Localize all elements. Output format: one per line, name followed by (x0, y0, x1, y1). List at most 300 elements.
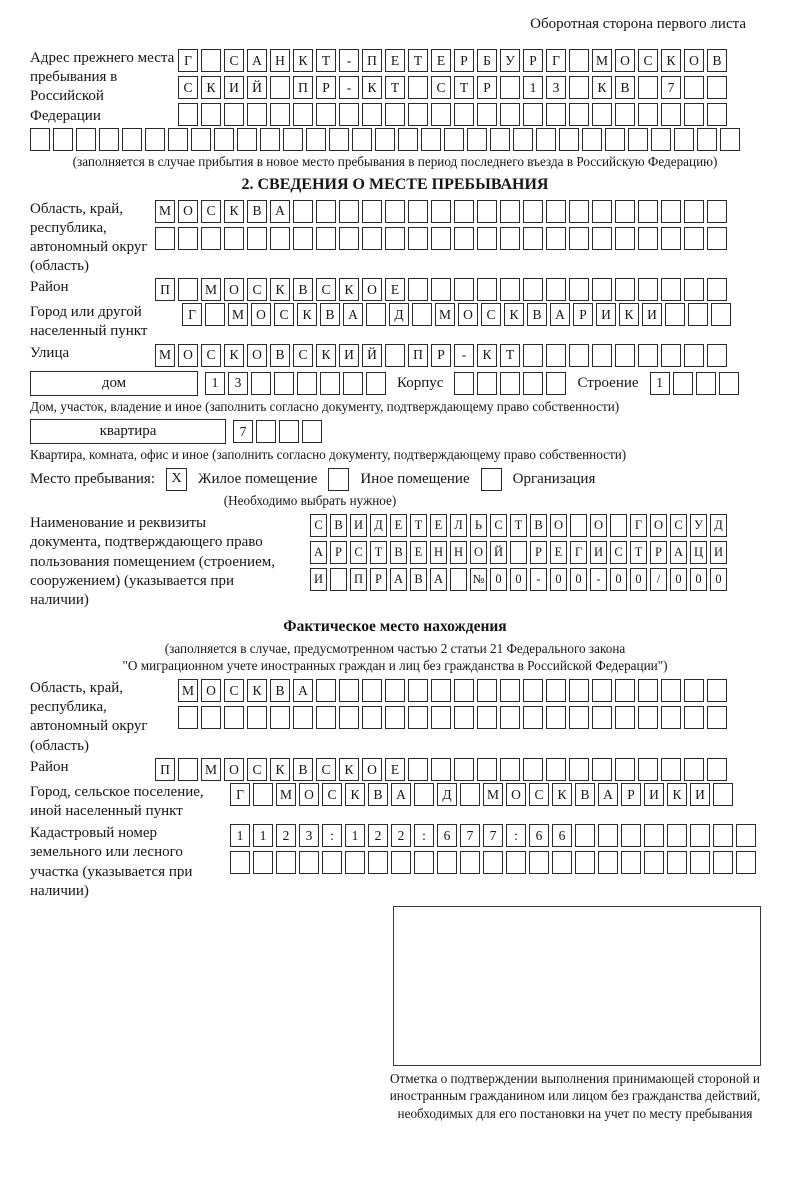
char-box[interactable] (500, 758, 520, 781)
char-box[interactable]: 0 (510, 568, 527, 591)
char-box[interactable]: С (638, 49, 658, 72)
char-box[interactable] (362, 103, 382, 126)
char-box[interactable] (339, 103, 359, 126)
char-box[interactable] (707, 758, 727, 781)
char-box[interactable] (477, 103, 497, 126)
char-box[interactable] (665, 303, 685, 326)
char-box[interactable] (421, 128, 441, 151)
char-box[interactable] (320, 372, 340, 395)
char-box[interactable] (575, 824, 595, 847)
char-box[interactable] (178, 758, 198, 781)
char-box[interactable] (713, 783, 733, 806)
char-box[interactable] (316, 706, 336, 729)
char-box[interactable] (621, 851, 641, 874)
char-box[interactable]: 2 (368, 824, 388, 847)
char-box[interactable]: Д (370, 514, 387, 537)
char-box[interactable] (302, 420, 322, 443)
char-box[interactable] (546, 706, 566, 729)
char-box[interactable] (684, 679, 704, 702)
char-box[interactable]: Т (630, 541, 647, 564)
char-box[interactable] (615, 679, 635, 702)
char-box[interactable]: Е (430, 514, 447, 537)
char-box[interactable] (237, 128, 257, 151)
char-box[interactable]: Е (410, 541, 427, 564)
char-box[interactable] (408, 758, 428, 781)
char-box[interactable]: 0 (710, 568, 727, 591)
char-box[interactable]: 7 (483, 824, 503, 847)
char-box[interactable]: С (670, 514, 687, 537)
char-box[interactable] (615, 103, 635, 126)
char-box[interactable] (385, 103, 405, 126)
char-box[interactable] (201, 49, 221, 72)
char-box[interactable]: Е (431, 49, 451, 72)
char-box[interactable] (569, 103, 589, 126)
char-box[interactable] (454, 227, 474, 250)
char-box[interactable] (707, 706, 727, 729)
char-box[interactable] (297, 372, 317, 395)
char-box[interactable] (385, 344, 405, 367)
char-box[interactable] (615, 227, 635, 250)
char-box[interactable]: О (590, 514, 607, 537)
char-box[interactable]: Т (510, 514, 527, 537)
char-box[interactable] (339, 227, 359, 250)
char-box[interactable]: 0 (490, 568, 507, 591)
char-box[interactable] (299, 851, 319, 874)
char-box[interactable] (592, 103, 612, 126)
char-box[interactable] (256, 420, 276, 443)
char-box[interactable] (30, 128, 50, 151)
char-box[interactable]: Е (385, 758, 405, 781)
char-box[interactable] (339, 679, 359, 702)
char-box[interactable] (546, 344, 566, 367)
char-box[interactable] (270, 706, 290, 729)
char-box[interactable]: - (339, 76, 359, 99)
char-box[interactable]: Г (630, 514, 647, 537)
char-box[interactable] (483, 851, 503, 874)
char-box[interactable]: И (339, 344, 359, 367)
char-box[interactable] (306, 128, 326, 151)
char-box[interactable]: М (228, 303, 248, 326)
char-box[interactable]: К (247, 679, 267, 702)
char-box[interactable]: А (598, 783, 618, 806)
char-box[interactable]: К (224, 200, 244, 223)
char-box[interactable]: О (470, 541, 487, 564)
char-box[interactable]: О (201, 679, 221, 702)
char-box[interactable] (713, 851, 733, 874)
char-box[interactable]: М (178, 679, 198, 702)
char-box[interactable] (477, 278, 497, 301)
char-box[interactable] (385, 679, 405, 702)
char-box[interactable] (385, 706, 405, 729)
char-box[interactable]: 0 (630, 568, 647, 591)
apartment-type-box[interactable]: квартира (30, 419, 226, 444)
char-box[interactable] (408, 103, 428, 126)
char-box[interactable] (477, 679, 497, 702)
char-box[interactable]: Й (362, 344, 382, 367)
char-box[interactable] (674, 128, 694, 151)
char-box[interactable] (155, 227, 175, 250)
char-box[interactable]: 7 (233, 420, 253, 443)
char-box[interactable]: А (247, 49, 267, 72)
char-box[interactable]: - (530, 568, 547, 591)
char-box[interactable]: Р (316, 76, 336, 99)
char-box[interactable] (385, 200, 405, 223)
char-box[interactable]: Р (330, 541, 347, 564)
char-box[interactable]: К (201, 76, 221, 99)
char-box[interactable] (454, 679, 474, 702)
char-box[interactable] (559, 128, 579, 151)
char-box[interactable] (713, 824, 733, 847)
char-box[interactable] (345, 851, 365, 874)
char-box[interactable] (408, 76, 428, 99)
char-box[interactable]: Д (389, 303, 409, 326)
char-box[interactable]: Т (500, 344, 520, 367)
char-box[interactable] (339, 706, 359, 729)
char-box[interactable] (621, 824, 641, 847)
char-box[interactable] (99, 128, 119, 151)
char-box[interactable] (279, 420, 299, 443)
char-box[interactable]: Р (650, 541, 667, 564)
char-box[interactable] (53, 128, 73, 151)
char-box[interactable]: Л (450, 514, 467, 537)
char-box[interactable]: К (667, 783, 687, 806)
char-box[interactable]: К (293, 49, 313, 72)
char-box[interactable] (523, 372, 543, 395)
char-box[interactable] (253, 851, 273, 874)
char-box[interactable] (684, 278, 704, 301)
char-box[interactable] (431, 103, 451, 126)
char-box[interactable] (598, 851, 618, 874)
char-box[interactable]: И (310, 568, 327, 591)
char-box[interactable]: С (201, 344, 221, 367)
char-box[interactable] (477, 758, 497, 781)
char-box[interactable]: К (477, 344, 497, 367)
char-box[interactable]: У (690, 514, 707, 537)
char-box[interactable] (592, 344, 612, 367)
char-box[interactable] (408, 200, 428, 223)
char-box[interactable] (201, 103, 221, 126)
char-box[interactable]: А (293, 679, 313, 702)
char-box[interactable] (523, 227, 543, 250)
char-box[interactable]: М (201, 758, 221, 781)
char-box[interactable] (615, 706, 635, 729)
char-box[interactable] (343, 372, 363, 395)
char-box[interactable]: А (550, 303, 570, 326)
char-box[interactable] (214, 128, 234, 151)
char-box[interactable] (638, 76, 658, 99)
char-box[interactable]: В (368, 783, 388, 806)
char-box[interactable]: П (155, 758, 175, 781)
char-box[interactable] (431, 278, 451, 301)
char-box[interactable]: Ь (470, 514, 487, 537)
char-box[interactable] (500, 679, 520, 702)
char-box[interactable]: М (276, 783, 296, 806)
char-box[interactable] (638, 706, 658, 729)
char-box[interactable]: Г (546, 49, 566, 72)
char-box[interactable]: В (270, 344, 290, 367)
char-box[interactable] (569, 344, 589, 367)
char-box[interactable] (638, 200, 658, 223)
char-box[interactable]: Е (550, 541, 567, 564)
char-box[interactable]: Е (385, 278, 405, 301)
char-box[interactable]: С (201, 200, 221, 223)
char-box[interactable]: Й (247, 76, 267, 99)
char-box[interactable] (454, 706, 474, 729)
char-box[interactable] (736, 824, 756, 847)
char-box[interactable]: К (224, 344, 244, 367)
char-box[interactable]: В (530, 514, 547, 537)
char-box[interactable] (500, 76, 520, 99)
char-box[interactable] (506, 851, 526, 874)
char-box[interactable]: : (322, 824, 342, 847)
char-box[interactable] (477, 706, 497, 729)
char-box[interactable] (362, 227, 382, 250)
char-box[interactable]: В (330, 514, 347, 537)
char-box[interactable]: О (362, 758, 382, 781)
char-box[interactable] (366, 303, 386, 326)
char-box[interactable] (352, 128, 372, 151)
char-box[interactable] (431, 706, 451, 729)
char-box[interactable] (391, 851, 411, 874)
char-box[interactable]: У (500, 49, 520, 72)
char-box[interactable] (76, 128, 96, 151)
char-box[interactable] (316, 200, 336, 223)
char-box[interactable] (477, 227, 497, 250)
char-box[interactable]: О (684, 49, 704, 72)
char-box[interactable] (276, 851, 296, 874)
char-box[interactable] (569, 200, 589, 223)
char-box[interactable]: О (251, 303, 271, 326)
char-box[interactable]: С (224, 49, 244, 72)
char-box[interactable]: К (339, 278, 359, 301)
char-box[interactable] (569, 706, 589, 729)
char-box[interactable] (707, 103, 727, 126)
char-box[interactable]: Р (370, 568, 387, 591)
char-box[interactable] (362, 200, 382, 223)
char-box[interactable]: В (615, 76, 635, 99)
char-box[interactable]: : (414, 824, 434, 847)
char-box[interactable]: А (270, 200, 290, 223)
char-box[interactable]: Р (573, 303, 593, 326)
char-box[interactable]: Е (385, 49, 405, 72)
char-box[interactable] (546, 278, 566, 301)
char-box[interactable] (707, 76, 727, 99)
char-box[interactable]: : (506, 824, 526, 847)
char-box[interactable] (322, 851, 342, 874)
char-box[interactable] (362, 679, 382, 702)
char-box[interactable]: О (247, 344, 267, 367)
char-box[interactable]: Р (454, 49, 474, 72)
char-box[interactable] (569, 758, 589, 781)
char-box[interactable] (673, 372, 693, 395)
char-box[interactable] (224, 227, 244, 250)
char-box[interactable] (546, 103, 566, 126)
char-box[interactable]: 6 (437, 824, 457, 847)
char-box[interactable] (615, 344, 635, 367)
char-box[interactable] (510, 541, 527, 564)
char-box[interactable] (684, 344, 704, 367)
char-box[interactable]: О (458, 303, 478, 326)
char-box[interactable] (408, 278, 428, 301)
char-box[interactable]: П (155, 278, 175, 301)
char-box[interactable]: - (590, 568, 607, 591)
char-box[interactable] (178, 227, 198, 250)
char-box[interactable] (191, 128, 211, 151)
char-box[interactable] (605, 128, 625, 151)
char-box[interactable] (592, 706, 612, 729)
char-box[interactable]: Р (530, 541, 547, 564)
char-box[interactable]: В (410, 568, 427, 591)
char-box[interactable]: 2 (391, 824, 411, 847)
char-box[interactable] (251, 372, 271, 395)
char-box[interactable] (569, 49, 589, 72)
char-box[interactable] (178, 278, 198, 301)
char-box[interactable] (523, 344, 543, 367)
char-box[interactable]: С (316, 278, 336, 301)
char-box[interactable] (598, 824, 618, 847)
char-box[interactable]: К (362, 76, 382, 99)
char-box[interactable] (454, 758, 474, 781)
char-box[interactable] (431, 679, 451, 702)
char-box[interactable] (667, 851, 687, 874)
char-box[interactable]: А (390, 568, 407, 591)
char-box[interactable]: 0 (610, 568, 627, 591)
char-box[interactable]: 3 (299, 824, 319, 847)
char-box[interactable] (644, 824, 664, 847)
char-box[interactable]: О (178, 200, 198, 223)
char-box[interactable] (467, 128, 487, 151)
char-box[interactable] (230, 851, 250, 874)
char-box[interactable] (293, 200, 313, 223)
char-box[interactable] (454, 372, 474, 395)
char-box[interactable]: С (178, 76, 198, 99)
char-box[interactable] (414, 783, 434, 806)
char-box[interactable]: Д (710, 514, 727, 537)
char-box[interactable] (178, 706, 198, 729)
char-box[interactable] (247, 103, 267, 126)
char-box[interactable] (546, 679, 566, 702)
char-box[interactable] (582, 128, 602, 151)
char-box[interactable]: О (650, 514, 667, 537)
char-box[interactable]: К (661, 49, 681, 72)
char-box[interactable] (592, 679, 612, 702)
char-box[interactable] (684, 758, 704, 781)
char-box[interactable]: 3 (228, 372, 248, 395)
char-box[interactable]: Г (178, 49, 198, 72)
char-box[interactable]: К (552, 783, 572, 806)
char-box[interactable]: С (490, 514, 507, 537)
char-box[interactable] (592, 278, 612, 301)
char-box[interactable] (460, 783, 480, 806)
char-box[interactable]: К (619, 303, 639, 326)
char-box[interactable]: К (297, 303, 317, 326)
char-box[interactable]: А (670, 541, 687, 564)
char-box[interactable] (707, 200, 727, 223)
char-box[interactable]: Р (477, 76, 497, 99)
char-box[interactable] (707, 344, 727, 367)
char-box[interactable]: Й (490, 541, 507, 564)
char-box[interactable] (592, 758, 612, 781)
char-box[interactable] (690, 851, 710, 874)
char-box[interactable]: П (362, 49, 382, 72)
char-box[interactable]: С (247, 278, 267, 301)
char-box[interactable] (661, 200, 681, 223)
char-box[interactable]: Р (431, 344, 451, 367)
char-box[interactable] (450, 568, 467, 591)
char-box[interactable] (628, 128, 648, 151)
char-box[interactable] (661, 103, 681, 126)
char-box[interactable]: И (710, 541, 727, 564)
char-box[interactable] (552, 851, 572, 874)
char-box[interactable]: О (615, 49, 635, 72)
char-box[interactable]: С (322, 783, 342, 806)
char-box[interactable]: О (224, 758, 244, 781)
char-box[interactable]: Б (477, 49, 497, 72)
char-box[interactable]: 1 (230, 824, 250, 847)
char-box[interactable] (122, 128, 142, 151)
char-box[interactable] (477, 200, 497, 223)
char-box[interactable]: Н (450, 541, 467, 564)
char-box[interactable] (431, 200, 451, 223)
char-box[interactable] (570, 514, 587, 537)
char-box[interactable]: 1 (345, 824, 365, 847)
char-box[interactable] (270, 227, 290, 250)
char-box[interactable]: Т (370, 541, 387, 564)
char-box[interactable] (523, 278, 543, 301)
char-box[interactable] (523, 103, 543, 126)
char-box[interactable]: В (320, 303, 340, 326)
char-box[interactable] (201, 227, 221, 250)
char-box[interactable]: Т (454, 76, 474, 99)
char-box[interactable] (437, 851, 457, 874)
char-box[interactable]: И (642, 303, 662, 326)
char-box[interactable] (638, 278, 658, 301)
char-box[interactable]: П (350, 568, 367, 591)
char-box[interactable] (711, 303, 731, 326)
char-box[interactable] (316, 679, 336, 702)
char-box[interactable] (707, 227, 727, 250)
char-box[interactable]: А (430, 568, 447, 591)
char-box[interactable]: С (293, 344, 313, 367)
char-box[interactable]: И (596, 303, 616, 326)
stay-type-checkbox-residential[interactable]: X (166, 468, 187, 491)
char-box[interactable] (523, 679, 543, 702)
char-box[interactable]: 0 (570, 568, 587, 591)
char-box[interactable] (500, 372, 520, 395)
char-box[interactable] (523, 200, 543, 223)
char-box[interactable]: М (155, 344, 175, 367)
char-box[interactable]: 0 (690, 568, 707, 591)
char-box[interactable]: О (550, 514, 567, 537)
char-box[interactable] (569, 76, 589, 99)
char-box[interactable]: С (310, 514, 327, 537)
char-box[interactable]: - (454, 344, 474, 367)
char-box[interactable]: / (650, 568, 667, 591)
char-box[interactable] (330, 568, 347, 591)
char-box[interactable] (707, 278, 727, 301)
char-box[interactable] (546, 200, 566, 223)
char-box[interactable] (260, 128, 280, 151)
char-box[interactable]: В (707, 49, 727, 72)
char-box[interactable] (523, 758, 543, 781)
char-box[interactable] (316, 103, 336, 126)
char-box[interactable]: И (224, 76, 244, 99)
char-box[interactable]: П (408, 344, 428, 367)
char-box[interactable] (414, 851, 434, 874)
char-box[interactable]: 7 (661, 76, 681, 99)
char-box[interactable]: 0 (670, 568, 687, 591)
char-box[interactable] (293, 706, 313, 729)
